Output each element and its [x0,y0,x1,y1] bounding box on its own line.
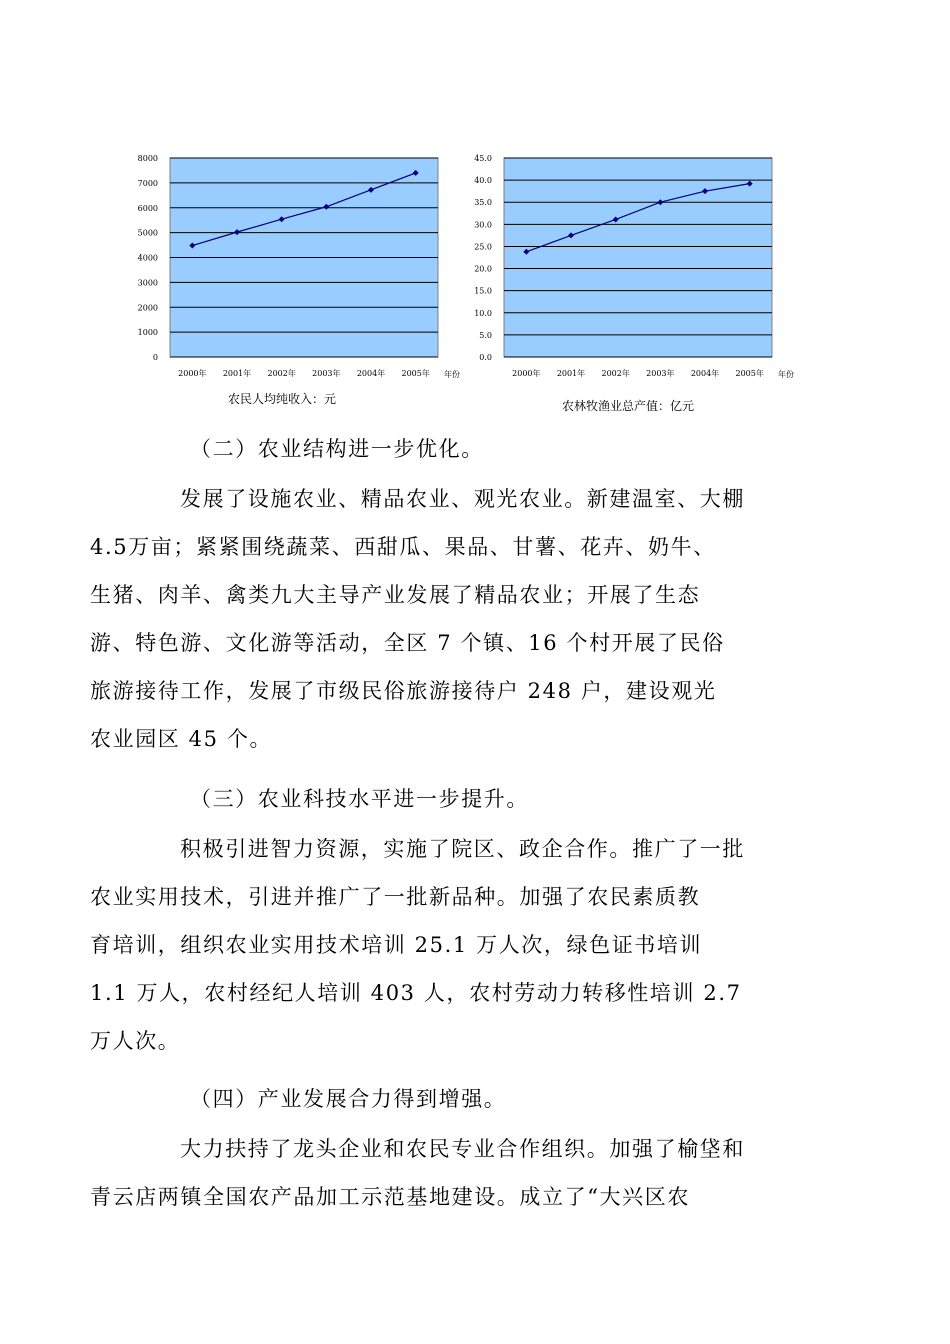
section-heading-4 [190,1075,860,1123]
x-tick-label: 2000年 [178,369,207,378]
paragraph-line: 生猪、肉羊、禽类九大主导产业发展了精品农业；开展了生态 [90,583,701,607]
x-tick-label: 2004年 [356,369,386,378]
y-tick-label: 6000 [137,203,158,213]
y-tick-label: 5000 [137,228,158,238]
y-tick-label: 2000 [137,303,158,313]
paragraph-line: 发展了设施农业、精品农业、观光农业。新建温室、大棚 [180,487,745,511]
y-tick-label: 1000 [137,328,158,338]
y-tick-label: 8000 [137,154,158,163]
y-tick-label: 7000 [137,178,158,188]
y-tick-label: 35.0 [474,198,492,208]
output-chart [465,150,805,390]
x-axis-unit: 年份 [778,370,794,379]
x-tick-label: 2000年 [512,369,541,378]
x-tick-label: 2002年 [267,369,296,378]
income-chart-caption: 农民人均纯收入：元 [228,392,337,406]
y-tick-label: 3000 [137,278,158,288]
y-tick-label: 15.0 [474,286,492,296]
y-tick-label: 45.0 [474,154,492,163]
paragraph-line: 大力扶持了龙头企业和农民专业合作组织。加强了榆垡和 [180,1137,745,1161]
x-tick-label: 2001年 [222,369,252,378]
x-tick-label: 2003年 [646,369,675,378]
y-tick-label: 5.0 [479,330,492,340]
paragraph-line: 游、特色游、文化游等活动，全区 7 个镇、16 个村开展了民俗 [90,631,725,655]
output-chart-svg [465,150,805,390]
section-heading-2 [190,425,860,473]
paragraph-line: 积极引进智力资源，实施了院区、政企合作。推广了一批 [180,837,745,861]
paragraph-line: 旅游接待工作，发展了市级民俗旅游接待户 248 户，建设观光 [90,679,717,703]
paragraph-line: 农业园区 45 个。 [90,727,273,751]
y-tick-label: 30.0 [474,220,492,230]
x-tick-label: 2005年 [401,369,430,378]
paragraph-agri-structure [90,475,840,763]
paragraph-line: 万人次。 [90,1029,181,1053]
x-tick-label: 2001年 [556,369,586,378]
output-chart-caption: 农林牧渔业总产值：亿元 [562,399,695,413]
heading-line: （四）产业发展合力得到增强。 [190,1087,507,1111]
y-tick-label: 4000 [137,253,158,263]
x-tick-label: 2003年 [312,369,341,378]
paragraph-line: 1.1 万人，农村经纪人培训 403 人，农村劳动力转移性培训 2.7 [90,981,742,1005]
paragraph-line: 青云店两镇全国农产品加工示范基地建设。成立了“大兴区农 [90,1185,690,1209]
x-tick-label: 2002年 [601,369,630,378]
y-tick-label: 0.0 [479,353,492,362]
plot-area [504,158,772,357]
x-tick-label: 2005年 [735,369,764,378]
y-tick-label: 10.0 [474,308,492,318]
income-chart-svg [120,150,465,390]
heading-line: （二）农业结构进一步优化。 [190,437,484,461]
income-chart [120,150,465,390]
paragraph-industry [90,1125,840,1221]
y-tick-label: 20.0 [474,264,492,274]
paragraph-line: 农业实用技术，引进并推广了一批新品种。加强了农民素质教 [90,885,701,909]
paragraph-line: 育培训，组织农业实用技术培训 25.1 万人次，绿色证书培训 [90,933,703,957]
x-axis-unit: 年份 [444,370,460,379]
paragraph-line: 4.5万亩；紧紧围绕蔬菜、西甜瓜、果品、甘薯、花卉、奶牛、 [90,535,716,559]
section-heading-3 [190,775,860,823]
y-tick-label: 0 [152,353,158,362]
y-tick-label: 25.0 [474,242,492,252]
y-tick-label: 40.0 [474,176,492,186]
x-tick-label: 2004年 [690,369,720,378]
paragraph-agri-tech [90,825,840,1065]
heading-line: （三）农业科技水平进一步提升。 [190,787,529,811]
